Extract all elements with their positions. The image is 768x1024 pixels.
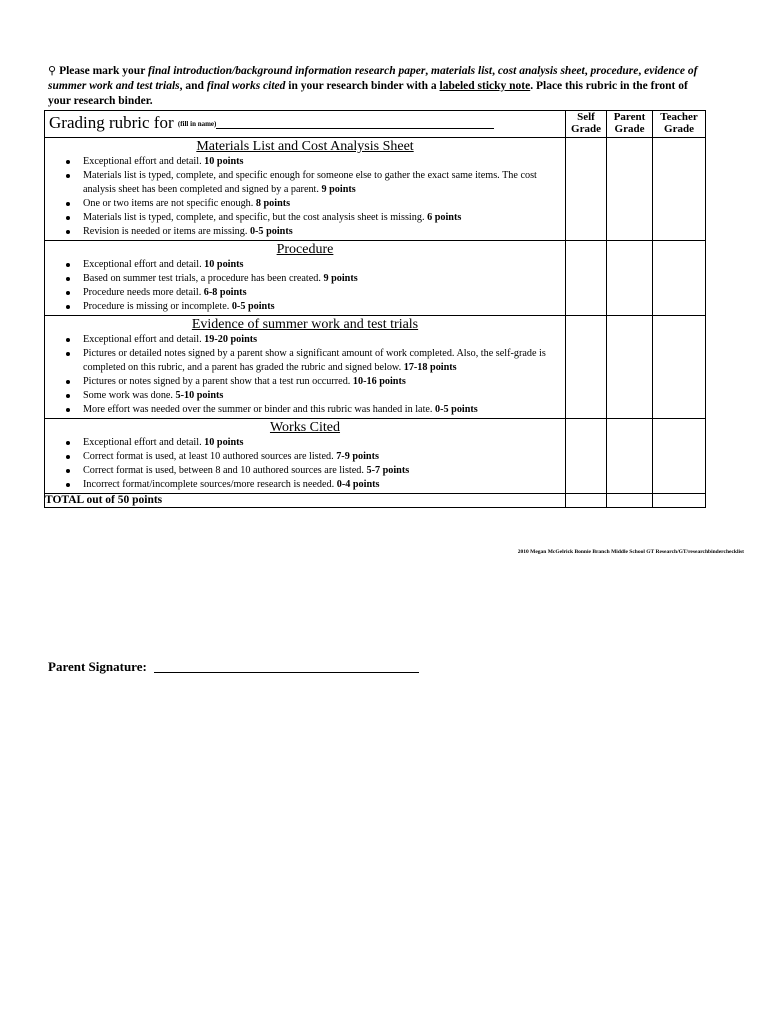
criteria-points: 7-9 points (336, 451, 379, 462)
criteria-points: 10-16 points (352, 376, 406, 387)
list-item (83, 436, 559, 450)
instr-underline: labeled sticky note (439, 80, 531, 92)
list-item (83, 347, 559, 375)
criteria-points: 8 points (255, 198, 291, 209)
section-content (45, 241, 566, 316)
rubric-section-row (45, 419, 706, 494)
fill-in-name-note: (fill in name) (177, 120, 217, 128)
criteria-points: 10 points (204, 156, 244, 167)
list-item (83, 169, 559, 197)
criteria-text: Based on summer test trials, a procedure has been created. (83, 273, 324, 284)
parent-grade-cell[interactable] (607, 138, 653, 241)
instr-italic: evidence of summer work and test trials (48, 65, 698, 92)
list-item (83, 258, 559, 272)
criteria-text: Pictures or detailed notes signed by a parent show a significant amount of work completed. Also, the self-grade is completed on this rubric, and a parent has graded the rubric and signed below. (83, 348, 546, 373)
criteria-points: 17-18 points (403, 362, 457, 373)
signature-label: Parent Signature: (48, 659, 151, 674)
teacher-grade-cell[interactable] (653, 316, 706, 419)
instr-text: . Place this rubric in the front of your research binder. (48, 80, 688, 107)
header-line: Teacher (660, 111, 698, 123)
self-grade-cell[interactable] (566, 138, 607, 241)
rubric-header-row (45, 111, 706, 138)
instr-text: Please mark your (59, 65, 148, 77)
criteria-points: 0-5 points (249, 226, 293, 237)
criteria-text: Incorrect format/incomplete sources/more research is needed. (83, 479, 337, 490)
criteria-text: Exceptional effort and detail. (83, 259, 205, 270)
name-blank[interactable] (216, 116, 494, 129)
criteria-points: 9 points (321, 184, 356, 195)
instr-italic: cost analysis sheet (497, 65, 585, 77)
criteria-points: 9 points (323, 273, 358, 284)
parent-signature (48, 659, 419, 675)
total-row (45, 494, 706, 508)
criteria-list (45, 258, 565, 315)
parent-grade-header (607, 111, 653, 138)
parent-grade-cell[interactable] (607, 419, 653, 494)
header-line: Self (577, 111, 595, 123)
teacher-grade-cell[interactable] (653, 138, 706, 241)
criteria-points: 5-10 points (175, 390, 224, 401)
self-grade-cell[interactable] (566, 419, 607, 494)
list-item (83, 300, 559, 314)
teacher-grade-header (653, 111, 706, 138)
signature-line[interactable] (154, 659, 419, 673)
parent-grade-cell[interactable] (607, 241, 653, 316)
criteria-text: Revision is needed or items are missing. (83, 226, 250, 237)
list-item (83, 450, 559, 464)
criteria-text: Procedure is missing or incomplete. (83, 301, 232, 312)
header-line: Grade (614, 123, 645, 135)
teacher-total-cell[interactable] (653, 494, 706, 508)
criteria-text: Materials list is typed, complete, and specific enough for someone else to gather the exact same items. The cost analysis sheet has been completed and signed by a parent. (83, 170, 537, 195)
list-item (83, 333, 559, 347)
criteria-points: 6-8 points (203, 287, 247, 298)
instr-italic: final works cited (206, 80, 286, 92)
rubric-title: Grading rubric for (49, 113, 178, 132)
criteria-points: 5-7 points (366, 465, 410, 476)
section-content (45, 138, 566, 241)
parent-total-cell[interactable] (607, 494, 653, 508)
criteria-points: 0-5 points (231, 301, 275, 312)
criteria-text: Pictures or notes signed by a parent show that a test run occurred. (83, 376, 353, 387)
list-item (83, 464, 559, 478)
instr-text: , (584, 65, 591, 77)
section-title: Evidence of summer work and test trials (191, 317, 419, 332)
criteria-text: Exceptional effort and detail. (83, 334, 205, 345)
criteria-list (45, 155, 565, 240)
criteria-points: 10 points (204, 437, 244, 448)
instr-text: , (638, 65, 645, 77)
section-content (45, 419, 566, 494)
list-item (83, 389, 559, 403)
credit-line: 2010 Megan McGelrick Bonnie Branch Middle School GT Research/GT/researchbinderchecklist (517, 549, 744, 555)
pushpin-icon: ⚲ (48, 64, 57, 77)
criteria-text: Exceptional effort and detail. (83, 156, 205, 167)
rubric-section-row (45, 241, 706, 316)
criteria-text: Correct format is used, between 8 and 10 authored sources are listed. (83, 465, 367, 476)
criteria-list (45, 436, 565, 493)
list-item (83, 286, 559, 300)
section-title: Procedure (276, 242, 334, 257)
instr-italic: final introduction/background information research paper (147, 65, 426, 77)
criteria-text: One or two items are not specific enough. (83, 198, 256, 209)
instr-text: , (425, 65, 432, 77)
instructions (48, 63, 708, 109)
instr-text: , and (179, 80, 207, 92)
section-title: Materials List and Cost Analysis Sheet (196, 139, 414, 154)
total-label: TOTAL out of 50 points (45, 494, 566, 508)
header-line: Parent (613, 111, 646, 123)
list-item (83, 155, 559, 169)
instr-italic: procedure (590, 65, 639, 77)
criteria-points: 0-4 points (336, 479, 380, 490)
self-total-cell[interactable] (566, 494, 607, 508)
criteria-points: 10 points (204, 259, 244, 270)
instr-italic: materials list (431, 65, 493, 77)
list-item (83, 375, 559, 389)
criteria-points: 19-20 points (204, 334, 258, 345)
criteria-text: Materials list is typed, complete, and specific, but the cost analysis sheet is missing. (83, 212, 428, 223)
parent-grade-cell[interactable] (607, 316, 653, 419)
rubric-section-row (45, 316, 706, 419)
self-grade-cell[interactable] (566, 241, 607, 316)
instr-text: , (492, 65, 498, 77)
list-item (83, 403, 559, 417)
list-item (83, 225, 559, 239)
list-item (83, 211, 559, 225)
teacher-grade-cell[interactable] (653, 241, 706, 316)
header-line: Grade (571, 123, 601, 135)
sections-body (45, 138, 706, 494)
criteria-text: Correct format is used, at least 10 authored sources are listed. (83, 451, 337, 462)
self-grade-header (566, 111, 607, 138)
criteria-text: More effort was needed over the summer or binder and this rubric was handed in late. (83, 404, 436, 415)
criteria-points: 0-5 points (435, 404, 478, 415)
rubric-section-row (45, 138, 706, 241)
teacher-grade-cell[interactable] (653, 419, 706, 494)
section-title: Works Cited (269, 420, 341, 435)
section-content (45, 316, 566, 419)
self-grade-cell[interactable] (566, 316, 607, 419)
list-item (83, 478, 559, 492)
criteria-text: Some work was done. (83, 390, 176, 401)
rubric-table (44, 110, 706, 508)
criteria-list (45, 333, 565, 418)
title-cell (45, 111, 566, 138)
list-item (83, 197, 559, 211)
list-item (83, 272, 559, 286)
header-line: Grade (664, 123, 694, 135)
instr-text: in your research binder with a (285, 80, 440, 92)
criteria-text: Exceptional effort and detail. (83, 437, 205, 448)
criteria-text: Procedure needs more detail. (83, 287, 204, 298)
criteria-points: 6 points (427, 212, 462, 223)
